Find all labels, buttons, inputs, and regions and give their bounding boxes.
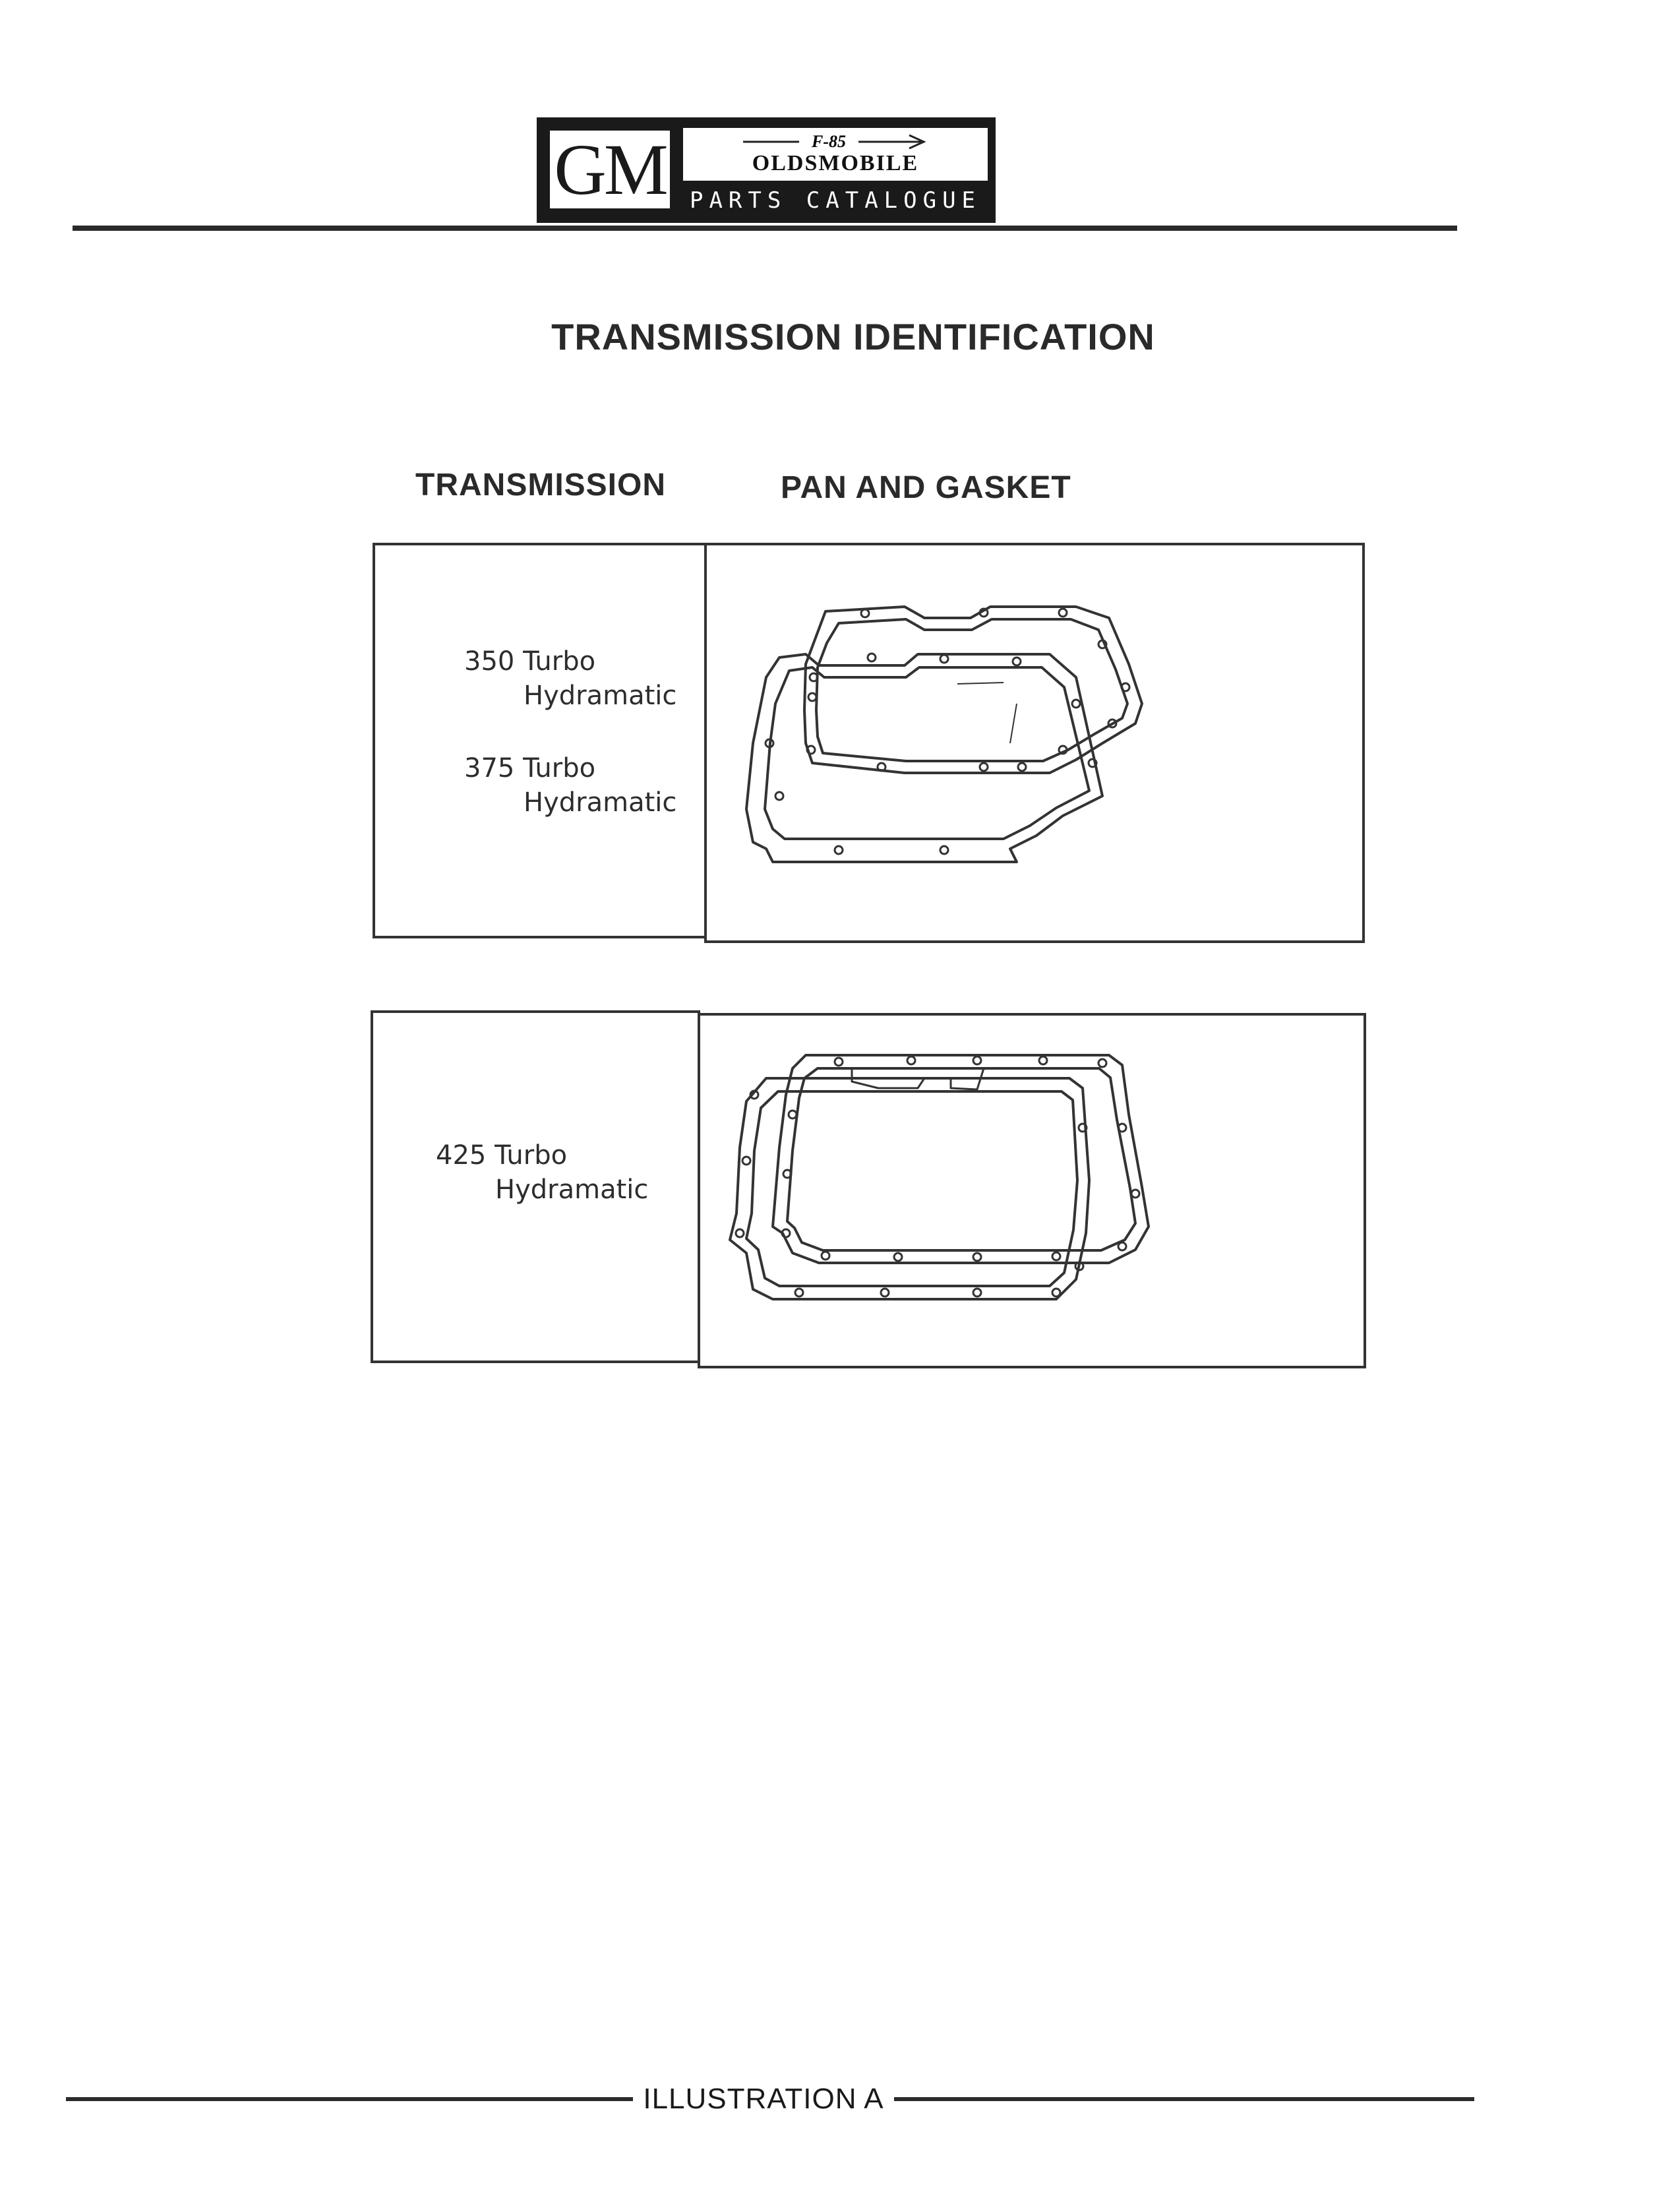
transmission-model: 425 Turbo	[436, 1140, 568, 1171]
footer-rule-left	[66, 2097, 633, 2101]
column-header-pan-and-gasket: PAN AND GASKET	[781, 470, 1071, 505]
transmission-pan-gasket-drawing-icon	[700, 1016, 1364, 1366]
transmission-type: Hydramatic	[495, 1175, 649, 1205]
transmission-cell	[371, 1010, 700, 1363]
logo-mark: F-85	[812, 133, 846, 152]
identification-row-2	[371, 1010, 1366, 1368]
transmission-entry	[464, 751, 676, 820]
header-rule	[73, 226, 1457, 231]
footer-rule-right	[894, 2097, 1474, 2101]
transmission-model: 375 Turbo	[464, 753, 596, 783]
transmission-entry	[436, 1138, 648, 1207]
brand-name: OLDSMOBILE	[752, 151, 919, 176]
page-title: TRANSMISSION IDENTIFICATION	[551, 316, 1155, 357]
transmission-type: Hydramatic	[524, 681, 677, 711]
catalogue-label: PARTS CATALOGUE	[689, 187, 982, 214]
transmission-type: Hydramatic	[524, 787, 677, 818]
column-header-transmission: TRANSMISSION	[415, 468, 667, 503]
pan-gasket-cell	[698, 1013, 1366, 1368]
transmission-cell	[373, 543, 707, 938]
transmission-entry	[464, 644, 676, 713]
pan-gasket-cell	[704, 543, 1365, 943]
gm-logo-letters: GM	[547, 128, 673, 211]
gm-logo	[537, 117, 996, 223]
f85-arrow-icon	[736, 133, 934, 151]
illustration-label: ILLUSTRATION A	[643, 2083, 884, 2115]
brand-cell	[683, 128, 988, 181]
transmission-pan-gasket-drawing-icon	[707, 545, 1362, 940]
identification-row-1	[373, 543, 1365, 943]
transmission-model: 350 Turbo	[464, 646, 596, 677]
